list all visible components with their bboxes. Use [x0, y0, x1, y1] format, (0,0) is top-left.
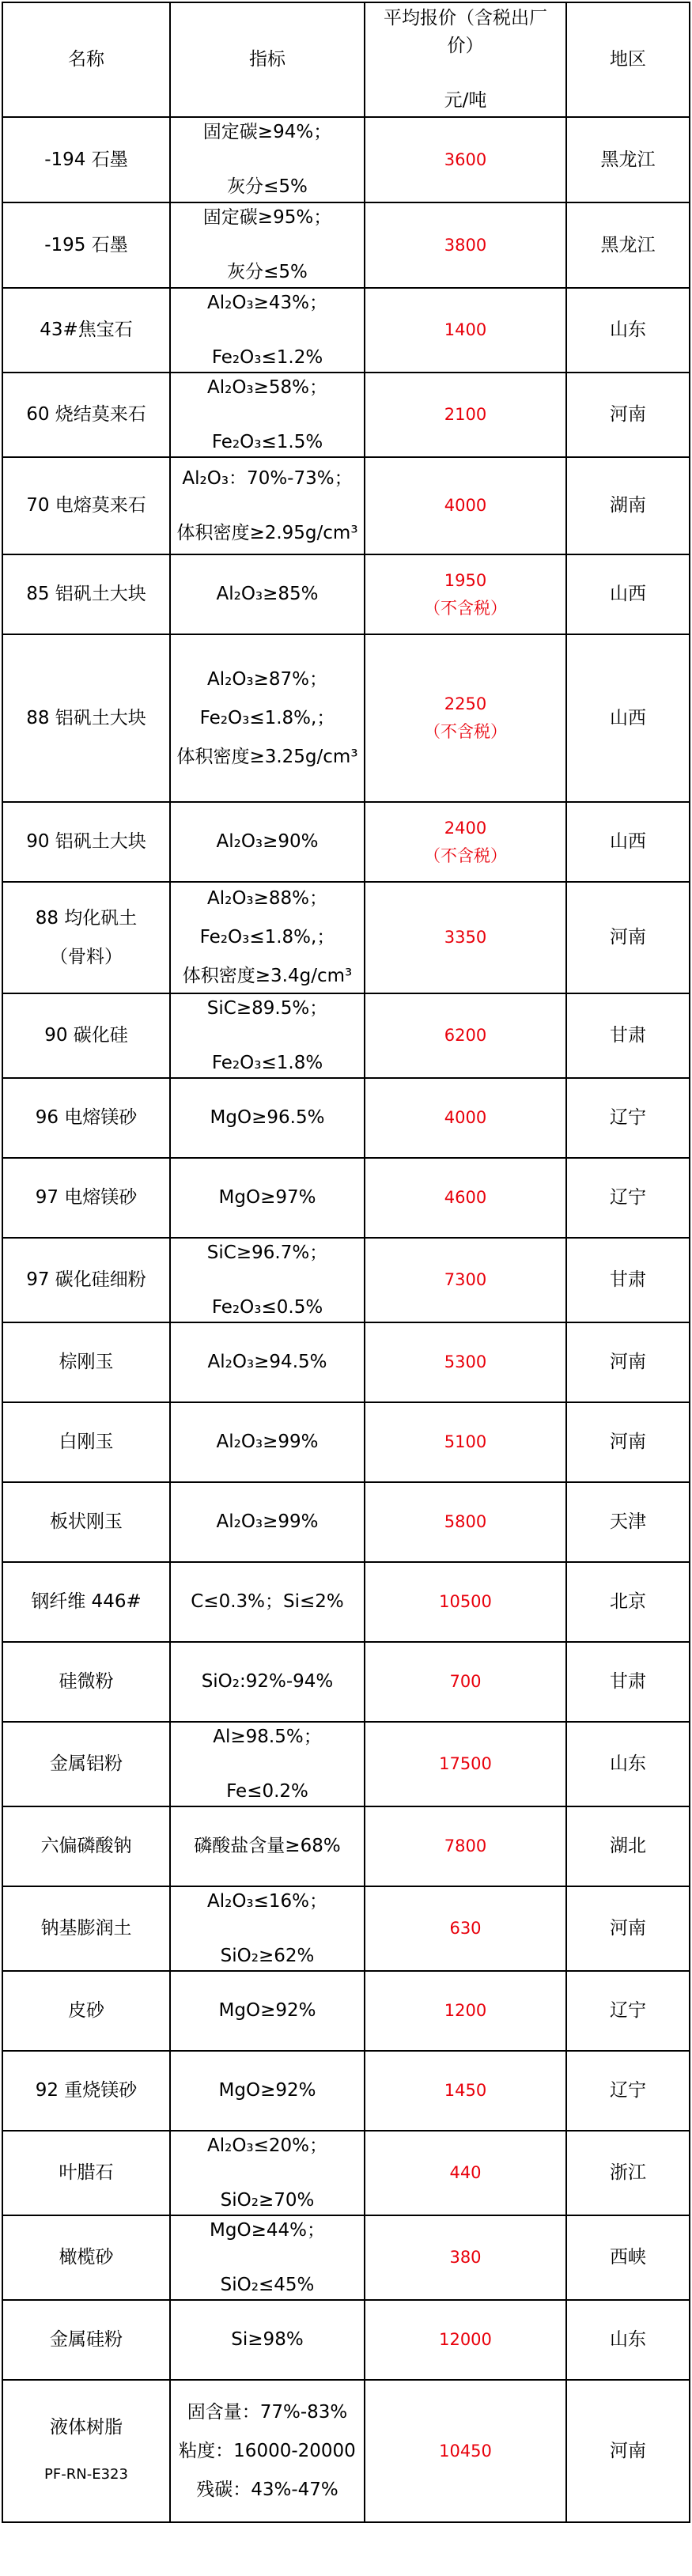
- spec-line: Al₂O₃≥58%；: [206, 376, 328, 398]
- name-text: 60 烧结莫来石: [26, 404, 146, 425]
- cell-price: [365, 1322, 566, 1402]
- spec-line: Fe₂O₃≤1.8%,；: [199, 927, 335, 948]
- cell-name: [2, 634, 170, 802]
- cell-region: 辽宁: [566, 1971, 690, 2051]
- cell-price: [365, 2051, 566, 2131]
- cell-spec: [170, 2131, 365, 2215]
- cell-price: [365, 1482, 566, 1562]
- table-row: [2, 2215, 690, 2300]
- spec-line: Al₂O₃≥99%: [216, 1432, 319, 1452]
- price-value: 1400: [444, 320, 487, 339]
- cell-spec: [170, 373, 365, 457]
- cell-region: 西峡: [566, 2215, 690, 2300]
- spec-line: Fe₂O₃≤1.8%,；: [199, 707, 335, 728]
- cell-spec: [170, 1402, 365, 1482]
- spec-line: Fe₂O₃≤1.8%: [211, 1052, 323, 1073]
- price-value: 4000: [444, 1108, 487, 1127]
- name-text: 钠基膨润土: [40, 1918, 132, 1939]
- cell-name: [2, 1562, 170, 1642]
- spec-line: MgO≥97%: [218, 1187, 316, 1208]
- name-text: 金属硅粉: [50, 2329, 123, 2350]
- spec-line: 固定碳≥95%；: [202, 207, 332, 228]
- cell-region: 湖北: [566, 1806, 690, 1886]
- name-text: 90 碳化硅: [44, 1025, 128, 1046]
- name-text: 板状刚玉: [50, 1511, 123, 1532]
- name-text: 88 均化矾土: [35, 907, 138, 929]
- table-row: [2, 2051, 690, 2131]
- cell-spec: [170, 1886, 365, 1971]
- cell-spec: [170, 1078, 365, 1158]
- spec-line: Al₂O₃≥88%；: [206, 888, 328, 909]
- table-row: [2, 1722, 690, 1806]
- cell-region: 辽宁: [566, 1078, 690, 1158]
- spec-line: MgO≥44%；: [210, 2219, 325, 2241]
- table-row: [2, 2300, 690, 2380]
- price-value: 3600: [444, 149, 487, 169]
- cell-price: [365, 457, 566, 554]
- cell-region: 天津: [566, 1482, 690, 1562]
- spec-line: Al₂O₃≥94.5%: [207, 1352, 327, 1372]
- spec-line: SiC≥96.7%；: [206, 1242, 328, 1263]
- price-value: 2400: [444, 818, 487, 838]
- price-value: 5800: [444, 1512, 487, 1531]
- spec-line: Al₂O₃≥85%: [216, 584, 319, 604]
- name-text: 70 电熔莫来石: [26, 495, 146, 516]
- cell-region: 北京: [566, 1562, 690, 1642]
- table-row: [2, 1482, 690, 1562]
- cell-spec: [170, 1562, 365, 1642]
- table-row: [2, 1238, 690, 1322]
- spec-line: Fe≤0.2%: [226, 1780, 308, 1802]
- price-value: 7300: [444, 1270, 487, 1289]
- price-value: 4600: [444, 1188, 487, 1207]
- spec-line: Al₂O₃≥87%；: [206, 668, 328, 690]
- name-text: 92 重烧镁砂: [35, 2080, 138, 2101]
- name-text: 97 电熔镁砂: [35, 1187, 138, 1208]
- cell-name: [2, 1238, 170, 1322]
- cell-spec: [170, 1806, 365, 1886]
- name-text: 96 电熔镁砂: [35, 1107, 138, 1128]
- cell-price: [365, 1642, 566, 1722]
- name-text: 橄榄砂: [59, 2247, 114, 2268]
- cell-price: [365, 554, 566, 634]
- cell-region: 河南: [566, 1402, 690, 1482]
- cell-spec: [170, 2380, 365, 2522]
- cell-price: [365, 2300, 566, 2380]
- price-value: 440: [449, 2163, 482, 2182]
- cell-spec: [170, 1722, 365, 1806]
- cell-name: [2, 2051, 170, 2131]
- spec-line: 固含量：77%-83%: [187, 2401, 348, 2423]
- spec-line: Fe₂O₃≤0.5%: [211, 1296, 323, 1318]
- cell-price: [365, 1722, 566, 1806]
- price-value: 700: [449, 1672, 482, 1691]
- cell-name: [2, 802, 170, 882]
- header-price: [365, 2, 566, 117]
- header-row: [2, 2, 690, 117]
- price-note: （不含税）: [424, 845, 507, 865]
- cell-spec: [170, 2215, 365, 2300]
- spec-line: MgO≥92%: [218, 2000, 316, 2021]
- price-value: 10500: [439, 1592, 492, 1611]
- name-text: 白刚玉: [59, 1432, 114, 1452]
- name-text: 88 铝矾土大块: [26, 707, 146, 728]
- cell-region: 河南: [566, 373, 690, 457]
- price-table: [2, 2, 690, 2523]
- table-row: [2, 802, 690, 882]
- name-text: 液体树脂: [50, 2417, 123, 2438]
- cell-region: 甘肃: [566, 1238, 690, 1322]
- cell-spec: [170, 117, 365, 202]
- cell-name: [2, 1886, 170, 1971]
- name-text: 叶腊石: [59, 2162, 114, 2183]
- spec-line: 灰分≤5%: [227, 262, 308, 282]
- spec-line: Fe₂O₃≤1.5%: [211, 431, 323, 452]
- name-text: 金属铝粉: [50, 1753, 123, 1774]
- cell-name: [2, 1158, 170, 1238]
- spec-line: 磷酸盐含量≥68%: [194, 1836, 341, 1856]
- cell-price: [365, 634, 566, 802]
- header-region: 地区: [566, 2, 690, 117]
- cell-price: [365, 1971, 566, 2051]
- cell-name: [2, 882, 170, 993]
- spec-line: MgO≥92%: [218, 2080, 316, 2101]
- table-row: [2, 1971, 690, 2051]
- name-text: 85 铝矾土大块: [26, 584, 146, 604]
- spec-line: 粘度：16000-20000: [179, 2440, 356, 2461]
- cell-name: [2, 1642, 170, 1722]
- cell-spec: [170, 288, 365, 373]
- table-row: [2, 1078, 690, 1158]
- price-value: 5300: [444, 1352, 487, 1371]
- table-row: [2, 554, 690, 634]
- spec-line: SiO₂≥62%: [220, 1945, 315, 1966]
- cell-price: [365, 2215, 566, 2300]
- cell-price: [365, 2380, 566, 2522]
- cell-spec: [170, 202, 365, 288]
- cell-region: 河南: [566, 1886, 690, 1971]
- spec-line: 体积密度≥3.25g/cm³: [176, 746, 358, 767]
- table-row: [2, 2131, 690, 2215]
- header-price-title: 平均报价（含税出厂价）: [384, 8, 547, 56]
- cell-name: [2, 2300, 170, 2380]
- price-note: （不含税）: [424, 722, 507, 741]
- cell-name: [2, 1322, 170, 1402]
- cell-name: [2, 2215, 170, 2300]
- cell-price: [365, 1886, 566, 1971]
- table-row: [2, 1642, 690, 1722]
- cell-name: [2, 1971, 170, 2051]
- price-value: 630: [449, 1919, 482, 1938]
- cell-name: [2, 993, 170, 1078]
- spec-line: Al₂O₃≥90%: [216, 831, 319, 852]
- cell-region: 山西: [566, 802, 690, 882]
- table-row: [2, 202, 690, 288]
- price-note: （不含税）: [424, 598, 507, 618]
- cell-name: [2, 1402, 170, 1482]
- product-code: PF-RN-E323: [44, 2466, 128, 2483]
- cell-region: 湖南: [566, 457, 690, 554]
- table-row: [2, 2380, 690, 2522]
- cell-price: [365, 1078, 566, 1158]
- price-value: 10450: [439, 2441, 492, 2461]
- cell-region: 河南: [566, 882, 690, 993]
- name-text: 硅微粉: [59, 1671, 114, 1692]
- price-value: 1950: [444, 570, 487, 590]
- spec-line: SiO₂≤45%: [220, 2274, 315, 2295]
- cell-name: [2, 288, 170, 373]
- table-row: [2, 373, 690, 457]
- name-text: 90 铝矾土大块: [26, 831, 146, 852]
- cell-region: 山东: [566, 2300, 690, 2380]
- cell-name: [2, 457, 170, 554]
- name-text: -195 石墨: [44, 234, 128, 255]
- table-row: [2, 882, 690, 993]
- cell-region: 辽宁: [566, 1158, 690, 1238]
- cell-region: 甘肃: [566, 1642, 690, 1722]
- cell-price: [365, 288, 566, 373]
- cell-price: [365, 1402, 566, 1482]
- cell-region: 河南: [566, 1322, 690, 1402]
- cell-spec: [170, 457, 365, 554]
- cell-price: [365, 1806, 566, 1886]
- cell-name: [2, 2380, 170, 2522]
- spec-line: Al₂O₃：70%-73%；: [182, 467, 353, 489]
- cell-spec: [170, 1322, 365, 1402]
- table-row: [2, 1806, 690, 1886]
- cell-region: 山西: [566, 554, 690, 634]
- cell-spec: [170, 993, 365, 1078]
- cell-price: [365, 1562, 566, 1642]
- cell-region: 辽宁: [566, 2051, 690, 2131]
- name-subtext: （骨料）: [50, 946, 123, 967]
- cell-name: [2, 373, 170, 457]
- cell-spec: [170, 882, 365, 993]
- header-name: 名称: [2, 2, 170, 117]
- cell-name: [2, 2131, 170, 2215]
- cell-price: [365, 802, 566, 882]
- cell-name: [2, 1722, 170, 1806]
- table-row: [2, 288, 690, 373]
- cell-spec: [170, 1482, 365, 1562]
- table-row: [2, 117, 690, 202]
- cell-name: [2, 202, 170, 288]
- price-value: 5100: [444, 1432, 487, 1451]
- name-text: 棕刚玉: [59, 1352, 114, 1372]
- price-value: 380: [449, 2248, 482, 2267]
- table-row: [2, 1322, 690, 1402]
- price-value: 3800: [444, 235, 487, 255]
- price-value: 6200: [444, 1026, 487, 1045]
- table-row: [2, 1158, 690, 1238]
- price-value: 12000: [439, 2330, 492, 2349]
- spec-line: SiO₂:92%-94%: [201, 1671, 334, 1692]
- table-row: [2, 457, 690, 554]
- cell-spec: [170, 1158, 365, 1238]
- cell-spec: [170, 1238, 365, 1322]
- cell-region: 山西: [566, 634, 690, 802]
- price-value: 1200: [444, 2001, 487, 2020]
- spec-line: 固定碳≥94%；: [202, 122, 332, 142]
- table-body: [2, 117, 690, 2522]
- cell-spec: [170, 2300, 365, 2380]
- cell-price: [365, 202, 566, 288]
- cell-spec: [170, 2051, 365, 2131]
- cell-price: [365, 1158, 566, 1238]
- cell-name: [2, 1078, 170, 1158]
- cell-price: [365, 993, 566, 1078]
- cell-price: [365, 2131, 566, 2215]
- price-value: 3350: [444, 928, 487, 947]
- spec-line: Al₂O₃≥43%；: [206, 292, 328, 313]
- cell-price: [365, 373, 566, 457]
- cell-spec: [170, 1971, 365, 2051]
- cell-price: [365, 882, 566, 993]
- spec-line: 体积密度≥2.95g/cm³: [176, 522, 358, 543]
- header-spec: 指标: [170, 2, 365, 117]
- cell-region: 山东: [566, 1722, 690, 1806]
- cell-region: 山东: [566, 288, 690, 373]
- spec-line: 残碳：43%-47%: [196, 2479, 338, 2500]
- spec-line: Al₂O₃≥99%: [216, 1511, 319, 1532]
- header-price-unit: 元/吨: [444, 90, 487, 111]
- spec-line: Al₂O₃≤16%；: [206, 1890, 328, 1912]
- spec-line: MgO≥96.5%: [210, 1107, 325, 1128]
- cell-region: 河南: [566, 2380, 690, 2522]
- name-text: 43#焦宝石: [40, 320, 133, 340]
- spec-line: SiO₂≥70%: [220, 2189, 315, 2211]
- cell-spec: [170, 1642, 365, 1722]
- spec-line: SiC≥89.5%；: [206, 997, 328, 1019]
- cell-price: [365, 117, 566, 202]
- spec-line: C≤0.3%；Si≤2%: [191, 1591, 344, 1612]
- name-text: -194 石墨: [44, 149, 128, 170]
- cell-name: [2, 117, 170, 202]
- cell-spec: [170, 634, 365, 802]
- cell-spec: [170, 554, 365, 634]
- name-text: 皮砂: [68, 2000, 104, 2021]
- spec-line: Al≥98.5%；: [213, 1726, 322, 1747]
- price-value: 2100: [444, 405, 487, 424]
- cell-price: [365, 1238, 566, 1322]
- name-text: 97 碳化硅细粉: [26, 1269, 146, 1290]
- cell-region: 甘肃: [566, 993, 690, 1078]
- table-row: [2, 1562, 690, 1642]
- cell-spec: [170, 802, 365, 882]
- spec-line: 体积密度≥3.4g/cm³: [182, 966, 353, 986]
- table-row: [2, 1402, 690, 1482]
- cell-name: [2, 1806, 170, 1886]
- spec-line: Al₂O₃≤20%；: [206, 2135, 328, 2156]
- price-value: 2250: [444, 694, 487, 713]
- name-text: 六偏磷酸钠: [40, 1836, 132, 1856]
- cell-region: 黑龙江: [566, 117, 690, 202]
- table-row: [2, 993, 690, 1078]
- table-row: [2, 1886, 690, 1971]
- cell-region: 浙江: [566, 2131, 690, 2215]
- cell-name: [2, 1482, 170, 1562]
- name-text: 钢纤维 446#: [31, 1591, 142, 1612]
- spec-line: 灰分≤5%: [227, 176, 308, 197]
- price-value: 7800: [444, 1836, 487, 1855]
- spec-line: Si≥98%: [231, 2329, 304, 2350]
- price-value: 17500: [439, 1754, 492, 1773]
- cell-region: 黑龙江: [566, 202, 690, 288]
- spec-line: Fe₂O₃≤1.2%: [211, 346, 323, 368]
- price-value: 1450: [444, 2081, 487, 2100]
- cell-name: [2, 554, 170, 634]
- price-value: 4000: [444, 496, 487, 515]
- table-row: [2, 634, 690, 802]
